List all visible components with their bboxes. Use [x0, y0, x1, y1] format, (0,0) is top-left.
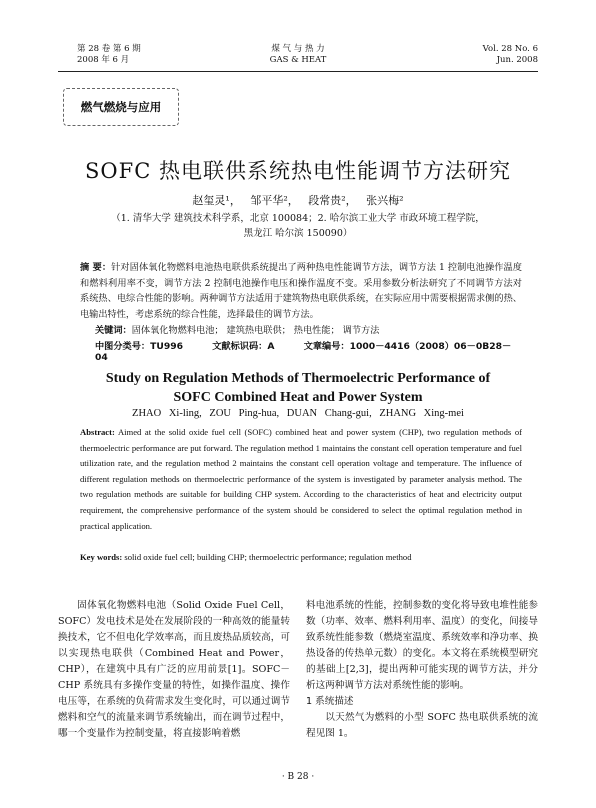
header-divider: [58, 71, 538, 72]
abstract-en-text: Aimed at the solid oxide fuel cell (SOFC) combined heat and power system (CHP), two regulation methods of thermoelectric performance are put forward. The regulation method 1 maintains the constant cell operation temperature and fuel utilization rate, and the regulation method 2 maintains the constant cell operation voltage and temperature. The influence of different regulation methods on thermoelectric performance of the system is investigated by parameter analysis method. The two regulation methods are suitable for building CHP system. According to the characteristics of heat and electricity output requirement, the comprehensive performance of the system should be considered to select the optimal regulation method in practical application.: [80, 427, 522, 531]
header-volume: 第 28 卷 第 6 期: [77, 44, 141, 54]
journal-volume-issue-en: [483, 44, 538, 66]
title-en-line-1: Study on Regulation Methods of Thermoelectric Performance of: [105, 371, 491, 386]
journal-name-cn: 煤 气 与 热 力: [271, 44, 325, 54]
clc-number: 中图分类号：TU996: [95, 341, 184, 352]
header-volume-en: Vol. 28 No. 6: [482, 44, 538, 54]
body-column-right: [306, 598, 538, 742]
abstract-cn: [80, 260, 522, 322]
keywords-en-text: solid oxide fuel cell; building CHP; thermoelectric performance; regulation method: [124, 552, 412, 562]
section-heading: 1 系统描述: [306, 696, 354, 707]
journal-name-en: GAS & HEAT: [269, 55, 327, 65]
affiliation-line-1: （1. 清华大学 建筑技术科学系，北京 100084；2. 哈尔滨工业大学 市政环境工程学院，: [111, 213, 485, 224]
article-title-cn: SOFC 热电联供系统热电性能调节方法研究: [85, 159, 511, 183]
abstract-cn-text: 针对固体氧化物燃料电池热电联供系统提出了两种热电性能调节方法，调节方法 1 控制电池操作温度和燃料利用率不变，调节方法 2 控制电池操作电压和操作温度不变。采用参数分析法研究了不同调节方法对系统热、电综合性能的影响。两种调节方法适用于建筑物热电联供系统，在实际应用中需要根据需求侧的热、电输出特性，考虑系统的综合性能，选择最佳的调节方法。: [80, 262, 522, 320]
article-title-en: [80, 369, 516, 407]
keywords-en-label: Key words:: [80, 552, 123, 562]
title-en-line-2: SOFC Combined Heat and Power System: [173, 390, 423, 405]
body-paragraph-section-1: 以天然气为燃料的小型 SOFC 热电联供系统的流程见图 1。: [306, 712, 538, 739]
classification-line: [95, 338, 535, 363]
body-column-left: [58, 598, 290, 742]
authors-cn: 赵玺灵¹， 邹平华²， 段常贵²， 张兴梅²: [192, 194, 404, 207]
abstract-cn-label: 摘 要：: [80, 262, 112, 273]
page-number: · B 28 ·: [281, 772, 315, 782]
affiliation-cn: [90, 211, 506, 241]
affiliation-line-2: 黑龙江 哈尔滨 150090）: [243, 228, 353, 239]
keywords-en: [80, 550, 522, 566]
section-label: 燃气燃烧与应用: [80, 100, 162, 114]
journal-volume-issue: [77, 44, 141, 66]
keywords-cn-label: 关键词：: [95, 325, 132, 336]
header-date-cn: 2008 年 6 月: [77, 55, 130, 65]
section-badge: [63, 88, 179, 126]
keywords-cn-text: 固体氧化物燃料电池； 建筑热电联供； 热电性能； 调节方法: [131, 325, 380, 336]
journal-name: [230, 44, 366, 66]
authors-en: ZHAO Xi-ling, ZOU Ping-hua, DUAN Chang-gui, ZHANG Xing-mei: [132, 408, 464, 419]
body-paragraph-continued: 料电池系统的性能，控制参数的变化将导致电堆性能参数（功率、效率、燃料利用率、温度）的变化，间接导致系统性能参数（燃烧室温度、系统效率和净功率、换热设备的传热单元数）的变化。本文将在系统模型研究的基础上[2,3]，提出两种可能实现的调节方法，并分析这两种调节方法对系统性能的影响。: [306, 600, 538, 691]
body-paragraph: 固体氧化物燃料电池（Solid Oxide Fuel Cell，SOFC）发电技术是处在发展阶段的一种高效的能量转换技术，它不但电化学效率高，而且废热品质较高，可以实现热电联供（Combined Heat and Power，CHP），在建筑中具有广泛的应用前景[1]。SOFC－CHP 系统具有多操作变量的特性，如操作温度、操作电压等，在系统的负荷需求发生变化时，可以通过调节燃料和空气的流量来调节系统输出，而在调节过程中，哪一个变量作为控制变量，将直接影响着燃: [58, 600, 290, 739]
abstract-en: [80, 425, 522, 534]
header-date-en: Jun. 2008: [496, 55, 538, 65]
abstract-en-label: Abstract:: [80, 427, 115, 437]
keywords-cn: [95, 322, 522, 336]
article-number: 文章编号：1000－4416（2008）06－0B28－04: [95, 341, 512, 363]
document-code: 文献标识码：A: [212, 341, 275, 352]
